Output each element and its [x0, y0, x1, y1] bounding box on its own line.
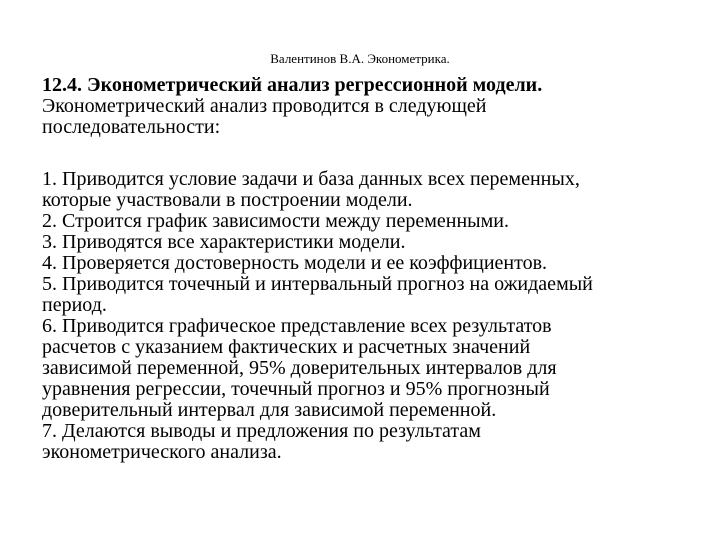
- step-line: расчетов с указанием фактических и расчетных значений: [42, 336, 531, 358]
- step-line: период.: [42, 294, 107, 316]
- step-line: которые участвовали в построении модели.: [42, 189, 413, 211]
- step-line: 7. Делаются выводы и предложения по результатам: [42, 420, 481, 442]
- running-header: Валентинов В.А. Эконометрика.: [270, 51, 450, 66]
- step-line: 5. Приводится точечный и интервальный прогноз на ожидаемый: [42, 273, 593, 295]
- step-line: эконометрического анализа.: [42, 441, 282, 463]
- intro-line: последовательности:: [42, 116, 221, 138]
- step-line: доверительный интервал для зависимой переменной.: [42, 399, 497, 421]
- step-line: 4. Проверяется достоверность модели и ее коэффициентов.: [42, 252, 548, 274]
- paragraph-gap: [42, 138, 682, 169]
- step-line: уравнения регрессии, точечный прогноз и 95% прогнозный: [42, 378, 550, 400]
- section-title: 12.4. Эконометрический анализ регрессионной модели.: [42, 74, 543, 96]
- step-line: 1. Приводится условие задачи и база данных всех переменных,: [42, 168, 580, 190]
- step-line: 3. Приводятся все характеристики модели.: [42, 231, 406, 253]
- step-line: 6. Приводится графическое представление всех результатов: [42, 315, 552, 337]
- slide-content: [42, 75, 682, 463]
- intro-line: Эконометрический анализ проводится в следующей: [42, 95, 487, 117]
- step-line: 2. Строится график зависимости между переменными.: [42, 210, 509, 232]
- step-line: зависимой переменной, 95% доверительных интервалов для: [42, 357, 557, 379]
